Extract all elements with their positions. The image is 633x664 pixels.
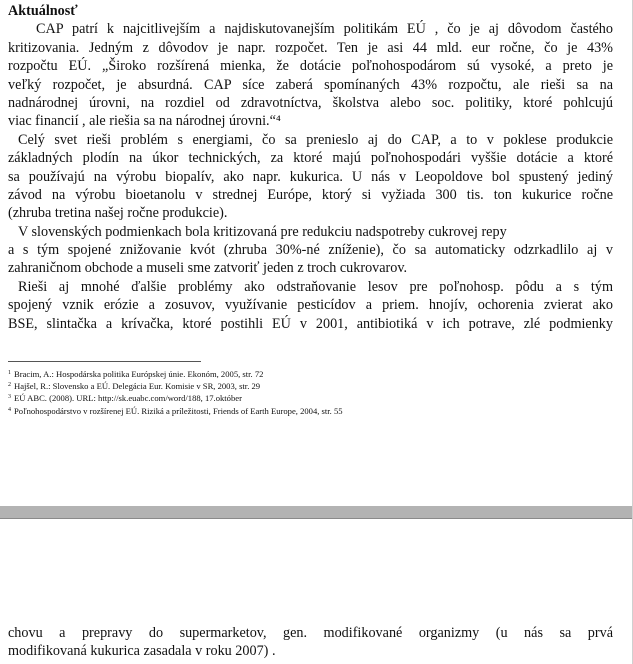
footnote: $^3$ EÚ ABC. (2008). URL: http://sk.euabc.com/word/188, 17.október [8,393,242,404]
text-line: CAP patrí k najcitlivejším a najdiskutovanejším politikám EÚ , čo je aj dôvodom častého [36,21,613,38]
text-line: BSE, slintačka a krívačka, ktoré postihli EÚ v 2001, antibiotiká v ich potrave, zlé podmienky [8,315,613,332]
text-line: základných plodín na úkor technických, za ktoré majú poľnohospodári vyššie dotácie a ktoré [8,150,613,167]
text-line: a s tým spojené znižovanie kvót (zhruba 30%-né zníženie), čo sa automaticky odzrkadlilo aj v [8,242,613,259]
text-line: spojený vznik erózie a zosuvov, využívanie pesticídov a priem. hnojív, ochorenia zvierat ako [8,297,613,314]
text-line: zahraničnom obchode a museli sme zatvoriť jeden z troch cukrovarov. [8,260,408,277]
paragraph-4 [8,278,613,333]
text-line: rozpočtu EÚ. „Široko rozšírená mienka, že dotácie poľnohospodárom sú vysoké, a preto je [8,58,613,75]
text-line: veľký rozpočet, je absurdná. CAP síce zaberá spomínaných 43% rozpočtu, ale rieši sa na [8,76,613,93]
text-line: (zhruba tretina našej ročne produkcie). [8,205,228,222]
text-line: nadnárodnej úrovni, na rozdiel od zdravotníctva, školstva alebo soc. politiky, ktoré pohlcujú [8,94,613,111]
section-heading: Aktuálnosť [8,3,78,19]
text-line: modifikovaná kukurica zasadala v roku 2007) . [8,643,276,660]
footnote-separator [8,361,201,362]
footnotes [8,368,608,417]
text-line: závod na výrobu bioetanolu v strednej Európe, ktorý si vyžiada 300 tis. ton kukurice ročne [8,186,613,203]
paragraph-1 [8,20,613,130]
text-line: V slovenských podmienkach bola kritizovaná pre redukciu nadspotreby cukrovej repy [18,223,507,240]
text-line: sa používajú na výrobu biopalív, ako napr. kukurica. U nás v Leopoldove bol spustený jediný [8,168,613,185]
text-line: chovu a prepravy do supermarketov, gen. modifikované organizmy (u nás sa prvá [8,625,613,641]
footnote: $^2$ Hajšel, R.: Slovensko a EÚ. Delegácia Eur. Komisie v SR, 2003, str. 29 [8,381,261,392]
footnote: $^4$ Poľnohospodárstvo v rozšírenej EÚ. Riziká a príležitosti, Friends of Earth Europe, 2004, str. 55 [8,405,343,416]
text-line: kritizovania. Jedným z dôvodov je napr. rozpočet. Ten je asi 44 mld. eur ročne, čo je 43% [8,39,613,56]
body-text [8,2,613,333]
footnote: $^1$ Bracim, A.: Hospodárska politika Európskej únie. Ekonóm, 2005, str. 72 [8,369,264,379]
text-line: Celý svet rieši problém s energiami, čo sa prenieslo aj do CAP, a to v poklese produkcie [18,131,613,148]
paragraph-3 [8,223,613,278]
text-line: Rieši aj mnohé ďalšie problémy ako odstraňovanie lesov pre poľnohosp. pôdu a s tým [18,278,613,295]
paragraph-2 [8,131,613,223]
text-line: viac financií , ale riešia sa na národnej úrovni.“⁴ [8,113,281,130]
continuation-text [8,624,613,661]
page-break-gap [0,506,633,518]
